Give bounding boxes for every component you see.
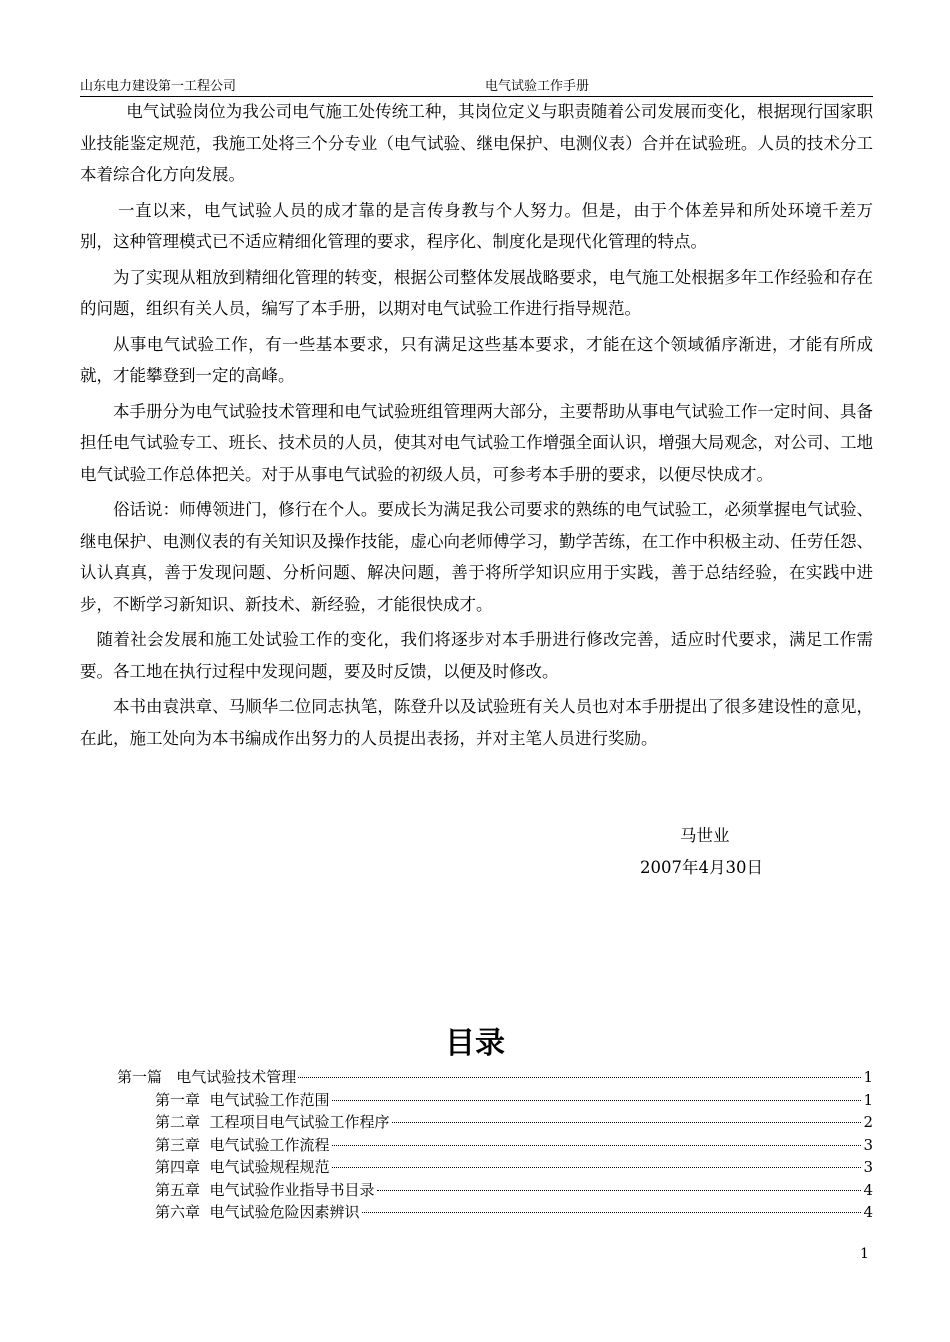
toc-entry[interactable] [117,1066,873,1089]
toc-entry[interactable] [117,1179,873,1202]
preface-paragraph: 随着社会发展和施工处试验工作的变化，我们将逐步对本手册进行修改完善，适应时代要求，满足工作需要。各工地在执行过程中发现问题，要及时反馈，以便及时修改。 [80,630,873,681]
toc-entry-page: 4 [863,1180,873,1199]
toc-leader-dots [362,1212,862,1213]
toc-entry-page: 2 [863,1113,873,1131]
toc-entry[interactable] [117,1156,873,1179]
toc-entry-label: 第四章 电气试验规程规范 [155,1158,330,1176]
header-manual-title: 电气试验工作手册 [485,79,590,94]
toc-title: 目录 [445,1026,505,1061]
preface-paragraph: 电气试验岗位为我公司电气施工处传统工种，其岗位定义与职责随着公司发展而变化，根据现行国家职业技能鉴定规范，我施工处将三个分专业（电气试验、继电保护、电测仪表）合并在试验班。人员的技术分工本着综合化方向发展。 [80,102,873,184]
toc-entry-page: 4 [863,1203,873,1221]
toc-entry-page: 1 [863,1090,873,1109]
toc-leader-dots [332,1145,862,1146]
signature-block [640,820,840,884]
preface-paragraph: 俗话说：师傅领进门，修行在个人。要成长为满足我公司要求的熟练的电气试验工，必须掌握电气试验、继电保护、电测仪表的有关知识及操作技能，虚心向老师傅学习，勤学苦练，在工作中积极主动、任劳任怨、认认真真，善于发现问题、分析问题、解决问题，善于将所学知识应用于实践，善于总结经验，在实践中进步，不断学习新知识、新技术、新经验，才能很快成才。 [80,500,873,614]
toc-entry-label: 第五章 电气试验作业指导书目录 [155,1180,375,1199]
preface-paragraph: 为了实现从粗放到精细化管理的转变，根据公司整体发展战略要求，电气施工处根据多年工作经验和存在的问题，组织有关人员，编写了本手册，以期对电气试验工作进行指导规范。 [80,267,873,318]
table-of-contents [117,1066,873,1224]
page-header [80,78,873,97]
toc-leader-dots [392,1122,862,1123]
toc-leader-dots [332,1100,862,1101]
toc-entry-label: 第六章 电气试验危险因素辨识 [155,1203,360,1221]
preface-paragraph: 一直以来，电气试验人员的成才靠的是言传身教与个人努力。但是，由于个体差异和所处环境千差万别，这种管理模式已不适应精细化管理的要求，程序化、制度化是现代化管理的特点。 [80,200,873,251]
toc-entry[interactable] [117,1201,873,1224]
toc-entry-page: 3 [863,1158,873,1176]
signature-name: 马世业 [680,826,730,845]
preface-body [80,96,873,758]
toc-entry-label: 第一章 电气试验工作范围 [155,1090,330,1109]
toc-leader-dots [332,1167,862,1168]
page-number: 1 [860,1246,869,1262]
toc-leader-dots [298,1077,861,1078]
preface-paragraph: 从事电气试验工作，有一些基本要求，只有满足这些基本要求，才能在这个领域循序渐进，才能有所成就，才能攀登到一定的高峰。 [80,334,873,385]
toc-entry-page: 3 [863,1135,873,1154]
toc-entry-label: 第一篇 电气试验技术管理 [117,1068,297,1086]
preface-paragraph: 本书由袁洪章、马顺华二位同志执笔，陈登升以及试验班有关人员也对本手册提出了很多建设性的意见，在此，施工处向为本书编成作出努力的人员提出表扬，并对主笔人员进行奖励。 [80,697,873,748]
toc-entry[interactable] [117,1111,873,1134]
toc-leader-dots [377,1190,862,1191]
toc-entry-label: 第二章 工程项目电气试验工作程序 [155,1113,390,1131]
header-company: 山东电力建设第一工程公司 [80,79,237,94]
preface-paragraph: 本手册分为电气试验技术管理和电气试验班组管理两大部分，主要帮助从事电气试验工作一定时间、具备担任电气试验专工、班长、技术员的人员，使其对电气试验工作增强全面认识，增强大局观念，对公司、工地电气试验工作总体把关。对于从事电气试验的初级人员，可参考本手册的要求，以便尽快成才。 [80,401,873,484]
toc-entry[interactable] [117,1134,873,1157]
toc-entry[interactable] [117,1089,873,1112]
toc-entry-label: 第三章 电气试验工作流程 [155,1135,330,1154]
toc-entry-page: 1 [863,1068,873,1086]
signature-date: 2007年4月30日 [640,858,763,877]
